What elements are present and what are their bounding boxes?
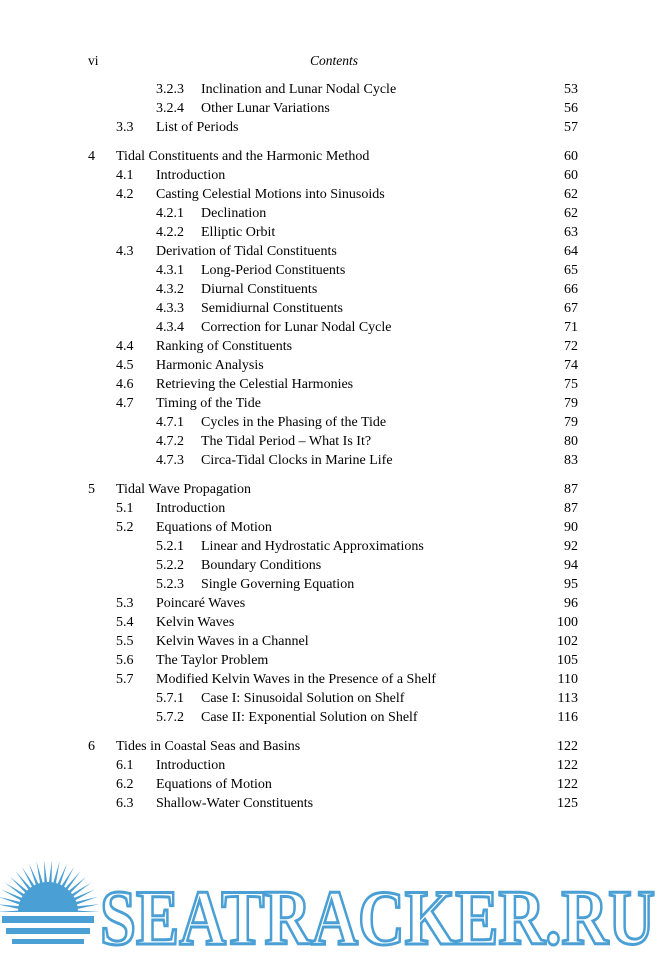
toc-entry-title: Kelvin Waves in a Channel — [156, 634, 309, 649]
toc-entry-title: Tidal Wave Propagation — [116, 482, 251, 497]
toc-entry-page: 63 — [564, 225, 578, 240]
toc-entry-title: Inclination and Lunar Nodal Cycle — [201, 82, 397, 97]
toc-entry — [0, 375, 662, 394]
toc-entry-title: Diurnal Constituents — [201, 282, 318, 297]
toc-entry-page: 60 — [564, 168, 578, 183]
toc-entry-number: 5.5 — [116, 634, 134, 649]
toc-entry-number: 4.3 — [116, 244, 134, 259]
toc-entry — [0, 537, 662, 556]
toc-entry-number: 4.2.1 — [156, 206, 184, 221]
toc-entry-title: Case II: Exponential Solution on Shelf — [201, 710, 418, 725]
toc-entry-number: 5.7 — [116, 672, 134, 687]
toc-entry — [0, 518, 662, 537]
toc-entry-page: 65 — [564, 263, 578, 278]
toc-entry — [0, 575, 662, 594]
toc-entry-number: 3.3 — [116, 120, 134, 135]
toc-chapter-entry — [0, 480, 662, 499]
toc-entry-page: 67 — [564, 301, 578, 316]
toc-entry-number: 5 — [88, 482, 95, 497]
toc-entry-title: Introduction — [156, 501, 226, 516]
toc-entry-title: Tides in Coastal Seas and Basins — [116, 739, 301, 754]
toc-entry — [0, 299, 662, 318]
toc-entry — [0, 280, 662, 299]
toc-entry-title: Linear and Hydrostatic Approximations — [201, 539, 424, 554]
toc-entry — [0, 318, 662, 337]
toc-entry-page: 62 — [564, 187, 578, 202]
toc-entry-number: 4.4 — [116, 339, 134, 354]
toc-entry-title: Introduction — [156, 168, 226, 183]
toc-entry-number: 6.1 — [116, 758, 134, 773]
toc-entry-page: 75 — [564, 377, 578, 392]
toc-entry-title: Other Lunar Variations — [201, 101, 330, 116]
toc-entry — [0, 99, 662, 118]
toc-entry-title: Derivation of Tidal Constituents — [156, 244, 337, 259]
toc-entry-title: Casting Celestial Motions into Sinusoids — [156, 187, 385, 202]
toc-entry — [0, 689, 662, 708]
toc-entry-title: Shallow-Water Constituents — [156, 796, 314, 811]
toc-entry-page: 122 — [557, 758, 578, 773]
toc-entry-number: 4.3.2 — [156, 282, 184, 297]
toc-entry-number: 6.3 — [116, 796, 134, 811]
toc-entry-page: 90 — [564, 520, 578, 535]
toc-entry-number: 4.7.2 — [156, 434, 184, 449]
toc-entry-title: Case I: Sinusoidal Solution on Shelf — [201, 691, 405, 706]
page-header — [88, 53, 580, 71]
toc-entry-title: Timing of the Tide — [156, 396, 261, 411]
toc-entry — [0, 613, 662, 632]
toc-entry-page: 60 — [564, 149, 578, 164]
toc-entry-number: 3.2.3 — [156, 82, 184, 97]
toc-entry-title: Cycles in the Phasing of the Tide — [201, 415, 387, 430]
toc-entry-page: 71 — [564, 320, 578, 335]
table-of-contents — [0, 80, 662, 813]
toc-entry-page: 53 — [564, 82, 578, 97]
toc-entry-number: 4.3.1 — [156, 263, 184, 278]
toc-entry-title: Semidiurnal Constituents — [201, 301, 343, 316]
toc-entry-number: 4.2 — [116, 187, 134, 202]
toc-entry-page: 79 — [564, 396, 578, 411]
toc-entry-title: Elliptic Orbit — [201, 225, 276, 240]
toc-entry — [0, 670, 662, 689]
toc-entry — [0, 223, 662, 242]
toc-entry-title: Introduction — [156, 758, 226, 773]
toc-entry — [0, 556, 662, 575]
toc-entry-page: 87 — [564, 482, 578, 497]
toc-entry — [0, 118, 662, 137]
toc-entry-page: 62 — [564, 206, 578, 221]
watermark-text: SEATRACKER.RU — [100, 874, 655, 953]
toc-entry — [0, 185, 662, 204]
toc-entry-page: 83 — [564, 453, 578, 468]
toc-entry-title: Retrieving the Celestial Harmonies — [156, 377, 354, 392]
toc-entry — [0, 242, 662, 261]
toc-entry-number: 4 — [88, 149, 95, 164]
toc-entry-title: Harmonic Analysis — [156, 358, 264, 373]
toc-entry — [0, 261, 662, 280]
toc-entry-page: 57 — [564, 120, 578, 135]
toc-entry-number: 5.3 — [116, 596, 134, 611]
toc-entry-page: 56 — [564, 101, 578, 116]
toc-entry-number: 5.2 — [116, 520, 134, 535]
toc-entry — [0, 80, 662, 99]
toc-entry — [0, 594, 662, 613]
toc-entry-number: 5.2.3 — [156, 577, 184, 592]
toc-entry-number: 5.7.2 — [156, 710, 184, 725]
toc-entry-page: 96 — [564, 596, 578, 611]
toc-entry-page: 92 — [564, 539, 578, 554]
toc-chapter-entry — [0, 147, 662, 166]
toc-entry-number: 4.3.4 — [156, 320, 184, 335]
toc-entry-number: 5.2.2 — [156, 558, 184, 573]
toc-entry-page: 100 — [557, 615, 578, 630]
toc-entry-page: 95 — [564, 577, 578, 592]
watermark — [0, 852, 662, 953]
toc-entry — [0, 356, 662, 375]
toc-entry-number: 4.2.2 — [156, 225, 184, 240]
toc-entry-title: Equations of Motion — [156, 520, 272, 535]
toc-entry — [0, 166, 662, 185]
toc-entry-page: 116 — [557, 710, 578, 725]
toc-entry-title: Poincaré Waves — [156, 596, 246, 611]
toc-entry — [0, 432, 662, 451]
toc-entry — [0, 413, 662, 432]
toc-entry — [0, 632, 662, 651]
sun-logo-icon — [0, 860, 100, 944]
toc-entry-title: Declination — [201, 206, 267, 221]
toc-entry — [0, 451, 662, 470]
toc-entry — [0, 337, 662, 356]
toc-entry-page: 80 — [564, 434, 578, 449]
toc-entry-number: 6 — [88, 739, 95, 754]
toc-entry-number: 4.7 — [116, 396, 134, 411]
toc-entry-number: 5.2.1 — [156, 539, 184, 554]
toc-entry-page: 87 — [564, 501, 578, 516]
toc-entry-title: Tidal Constituents and the Harmonic Method — [116, 149, 370, 164]
toc-entry-title: Correction for Lunar Nodal Cycle — [201, 320, 392, 335]
toc-entry-number: 4.6 — [116, 377, 134, 392]
toc-entry-title: Kelvin Waves — [156, 615, 235, 630]
toc-entry-page: 64 — [564, 244, 578, 259]
toc-entry — [0, 499, 662, 518]
toc-entry — [0, 651, 662, 670]
toc-entry-title: Equations of Motion — [156, 777, 272, 792]
toc-entry — [0, 775, 662, 794]
toc-entry-number: 4.7.3 — [156, 453, 184, 468]
page-number: vi — [88, 53, 99, 68]
toc-entry-number: 4.3.3 — [156, 301, 184, 316]
toc-entry-title: The Tidal Period – What Is It? — [201, 434, 372, 449]
toc-entry-page: 105 — [557, 653, 578, 668]
toc-entry-page: 94 — [564, 558, 578, 573]
toc-entry-title: List of Periods — [156, 120, 239, 135]
running-head-title: Contents — [309, 53, 358, 68]
toc-entry — [0, 394, 662, 413]
toc-entry-page: 72 — [564, 339, 578, 354]
toc-entry-number: 4.5 — [116, 358, 134, 373]
toc-entry-page: 110 — [557, 672, 578, 687]
toc-entry-number: 3.2.4 — [156, 101, 184, 116]
toc-entry-title: The Taylor Problem — [156, 653, 269, 668]
toc-entry-number: 5.7.1 — [156, 691, 184, 706]
toc-entry-page: 74 — [564, 358, 578, 373]
toc-entry-number: 4.1 — [116, 168, 134, 183]
toc-entry-page: 66 — [564, 282, 578, 297]
toc-entry-page: 125 — [557, 796, 578, 811]
toc-entry-number: 4.7.1 — [156, 415, 184, 430]
toc-entry — [0, 204, 662, 223]
toc-entry-page: 113 — [557, 691, 578, 706]
toc-entry-number: 5.1 — [116, 501, 134, 516]
toc-chapter-entry — [0, 737, 662, 756]
toc-entry-title: Circa-Tidal Clocks in Marine Life — [201, 453, 393, 468]
toc-entry — [0, 794, 662, 813]
toc-entry-title: Long-Period Constituents — [201, 263, 346, 278]
toc-entry-page: 122 — [557, 777, 578, 792]
toc-entry-page: 102 — [557, 634, 578, 649]
toc-entry-number: 6.2 — [116, 777, 134, 792]
toc-entry-title: Single Governing Equation — [201, 577, 355, 592]
toc-entry-number: 5.4 — [116, 615, 134, 630]
toc-entry-number: 5.6 — [116, 653, 134, 668]
toc-entry-title: Boundary Conditions — [201, 558, 322, 573]
toc-entry-title: Modified Kelvin Waves in the Presence of a Shelf — [156, 672, 437, 687]
toc-entry — [0, 756, 662, 775]
toc-entry-page: 79 — [564, 415, 578, 430]
toc-entry-page: 122 — [557, 739, 578, 754]
toc-entry-title: Ranking of Constituents — [156, 339, 293, 354]
toc-entry — [0, 708, 662, 727]
